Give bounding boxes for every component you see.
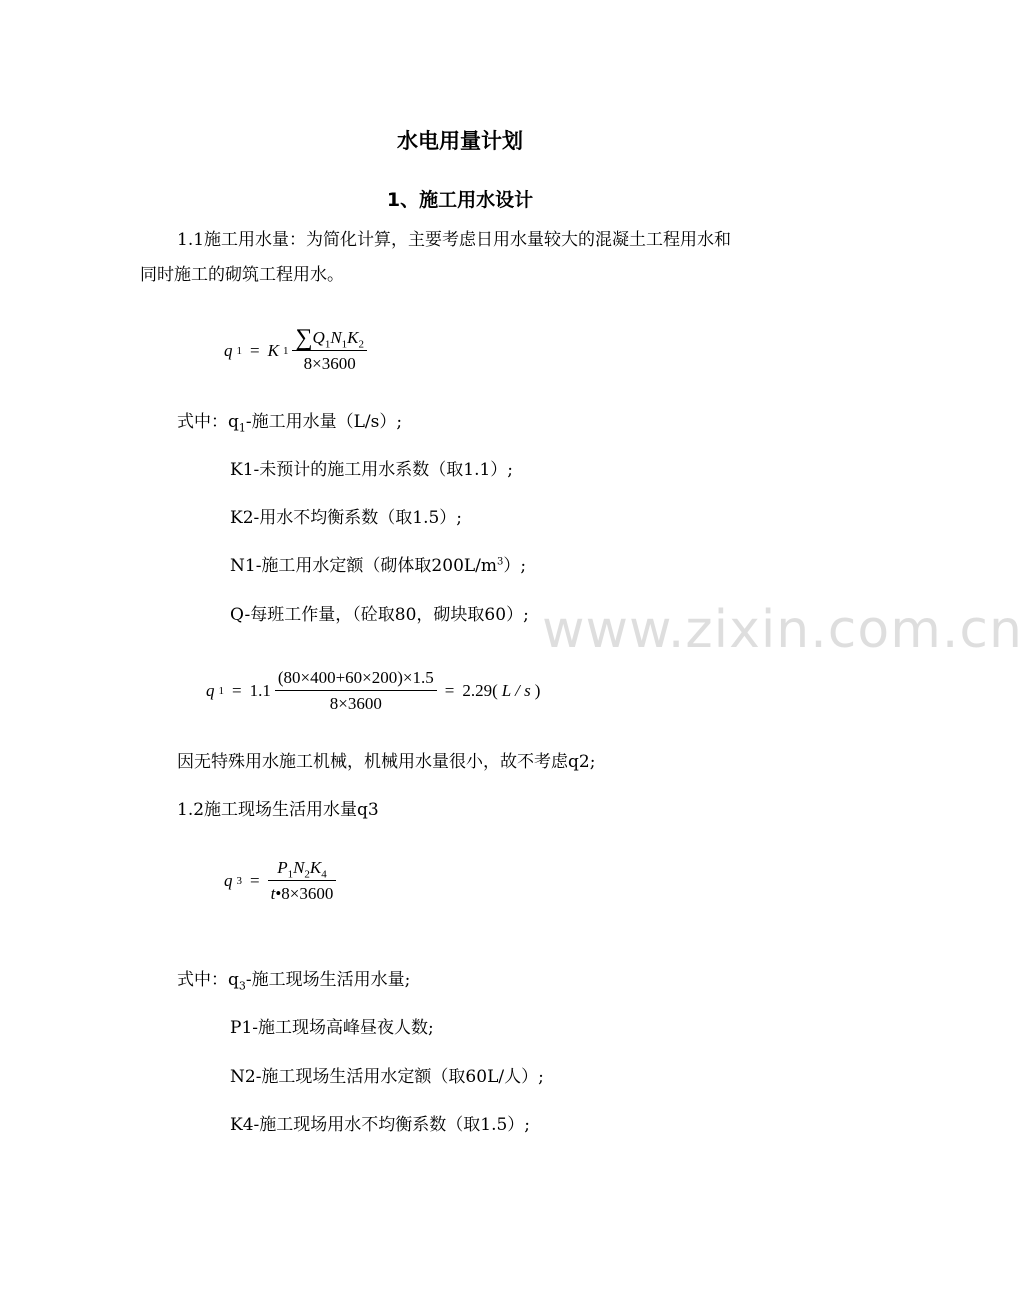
- formula-var: K: [267, 341, 279, 360]
- paragraph-line: 1.1施工用水量：为简化计算，主要考虑日用水量较大的混凝土工程用水和: [177, 230, 732, 250]
- result-unit: L / s: [501, 681, 531, 700]
- fraction: [275, 668, 437, 714]
- definition-line: [230, 556, 526, 576]
- definition-text: ）;: [503, 556, 527, 576]
- formula-var: q: [224, 871, 233, 890]
- formula-sub: 1: [324, 338, 331, 351]
- formula-var: N: [293, 858, 305, 877]
- formula-sup: 3: [497, 556, 504, 568]
- definition-line: K4-施工现场用水不均衡系数（取1.5）;: [230, 1115, 531, 1135]
- formula-sub: 2: [304, 868, 310, 881]
- formula-sub: 1: [341, 338, 348, 351]
- formula-var: t: [270, 884, 276, 903]
- formula-sub: 4: [321, 868, 327, 881]
- fraction-denominator: [268, 881, 337, 904]
- sigma-symbol: ∑: [295, 325, 313, 351]
- formula-q3-general: q 3 = $\frac{P_1N_2K_4}{t•8\times 3600}$: [224, 858, 336, 904]
- definition-line: Q-每班工作量，（砼取80，砌块取60）;: [230, 605, 529, 625]
- formula-var: Q: [312, 328, 325, 347]
- formula-sub: 2: [358, 338, 365, 351]
- definition-text: 式中：q: [177, 412, 239, 432]
- formula-q1-calculation: q 1 = 1.1 $\frac{(80\times 400+60\times 200)\times 1.5}{8\times 3600}$ = 2.29( L / s ): [206, 668, 541, 713]
- coefficient: 1.1: [249, 681, 271, 700]
- result-paren: ): [534, 681, 541, 700]
- formula-sub: 1: [287, 868, 294, 881]
- formula-sub: 3: [238, 979, 246, 993]
- definition-text: -施工现场生活用水量;: [245, 970, 411, 990]
- formula-var: q: [206, 681, 215, 700]
- paragraph-line: 1.2施工现场生活用水量q3: [177, 800, 379, 820]
- fraction-numerator: [292, 325, 367, 351]
- definition-text: -施工用水量（L/s）;: [245, 412, 403, 432]
- definition-line: [177, 970, 411, 993]
- definition-text: 式中：q: [177, 970, 239, 990]
- formula-var: N: [330, 328, 342, 347]
- formula-q1-general: q 1 = K 1 $\frac{\sum Q_1N_1K_2}{8\times 3600}$: [224, 328, 367, 374]
- denominator-text: •8×3600: [275, 884, 334, 903]
- watermark: www.zixin.com.cn: [542, 600, 1023, 660]
- fraction: [268, 858, 337, 904]
- fraction-numerator: (80×400+60×200)×1.5: [275, 668, 437, 691]
- formula-var: K: [347, 328, 359, 347]
- formula-var: P: [277, 858, 288, 877]
- result-value: 2.29(: [462, 681, 498, 700]
- section-heading: 1、施工用水设计: [386, 189, 534, 211]
- fraction-denominator: 8×3600: [303, 354, 356, 373]
- fraction-denominator: 8×3600: [329, 694, 382, 713]
- definition-line: K1-未预计的施工用水系数（取1.1）;: [230, 460, 514, 480]
- formula-var: q: [224, 341, 233, 360]
- equals-sign: =: [232, 681, 242, 700]
- paragraph-line: 因无特殊用水施工机械，机械用水量很小，故不考虑q2;: [177, 752, 596, 772]
- definition-line: N2-施工现场生活用水定额（取60L/人）;: [230, 1067, 544, 1087]
- definition-line: P1-施工现场高峰昼夜人数;: [230, 1018, 434, 1038]
- equals-sign: =: [250, 341, 260, 360]
- definition-line: K2-用水不均衡系数（取1.5）;: [230, 508, 463, 528]
- formula-var: K: [309, 858, 322, 877]
- definition-text: N1-施工用水定额（砌体取200L/m: [230, 556, 498, 576]
- paragraph-line: 同时施工的砌筑工程用水。: [140, 265, 344, 285]
- fraction-numerator: [268, 858, 337, 881]
- definition-line: [177, 412, 403, 435]
- page-title: 水电用量计划: [397, 129, 523, 153]
- formula-sub: 1: [238, 421, 246, 435]
- equals-sign: =: [444, 681, 455, 700]
- equals-sign: =: [250, 871, 260, 890]
